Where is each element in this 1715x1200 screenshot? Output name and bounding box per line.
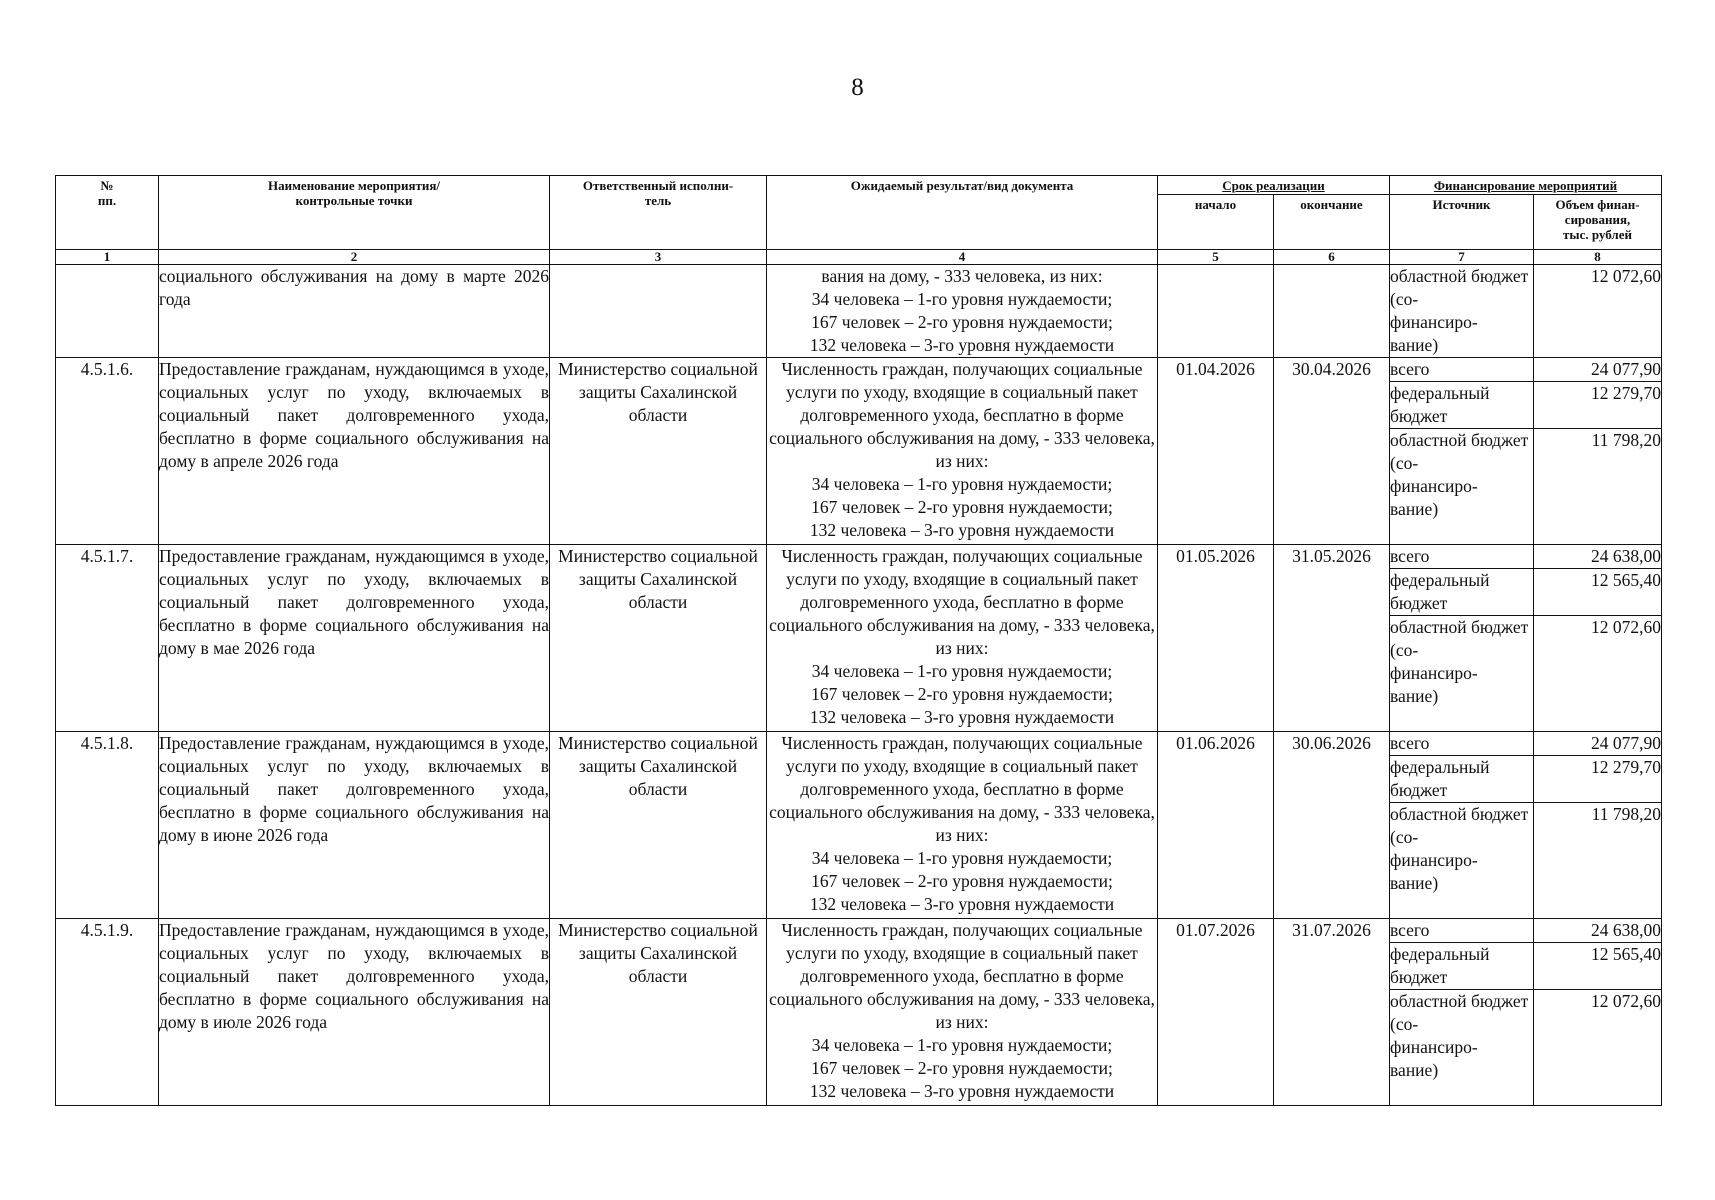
table-row — [56, 919, 1662, 943]
continuation-no — [56, 265, 159, 358]
fin-source-regional: областной бюджет (со- финансиро- вание) — [1390, 803, 1534, 919]
column-number: 7 — [1390, 250, 1534, 265]
continuation-name: социального обслуживания на дому в марте 2026 года — [159, 265, 550, 358]
fin-volume-regional: 12 072,60 — [1534, 616, 1662, 732]
expected-result: Численность граждан, получающих социальные услуги по уходу, входящие в социальный пакет долговременного ухода, бесплатно в форме социального обслуживания на дому, - 333 человека, из них: 34 человека – 1-го уровня нуждаемости; 167 человек – 2-го уровня нуждаемости; 132 человека – 3-го уровня нуждаемости — [767, 545, 1158, 732]
continuation-result: вания на дому, - 333 человека, из них: 34 человека – 1-го уровня нуждаемости; 167 человек – 2-го уровня нуждаемости; 132 человека – 3-го уровня нуждаемости — [767, 265, 1158, 358]
table-row — [56, 732, 1662, 756]
fin-volume-regional: 11 798,20 — [1534, 803, 1662, 919]
start-date: 01.07.2026 — [1158, 919, 1274, 1106]
expected-result: Численность граждан, получающих социальные услуги по уходу, входящие в социальный пакет долговременного ухода, бесплатно в форме социального обслуживания на дому, - 333 человека, из них: 34 человека – 1-го уровня нуждаемости; 167 человек – 2-го уровня нуждаемости; 132 человека – 3-го уровня нуждаемости — [767, 732, 1158, 919]
column-number: 2 — [159, 250, 550, 265]
fin-source-regional: областной бюджет (со- финансиро- вание) — [1390, 616, 1534, 732]
end-date: 30.06.2026 — [1274, 732, 1390, 919]
row-number: 4.5.1.6. — [56, 358, 159, 545]
header-responsible: Ответственный исполни- тель — [550, 176, 767, 250]
end-date: 31.05.2026 — [1274, 545, 1390, 732]
table-row — [56, 358, 1662, 382]
fin-source-federal: федеральный бюджет — [1390, 569, 1534, 616]
fin-volume-total: 24 638,00 — [1534, 919, 1662, 943]
column-number: 1 — [56, 250, 159, 265]
responsible-executor: Министерство социальной защиты Сахалинской области — [550, 732, 767, 919]
header-financing: Финансирование мероприятий — [1390, 176, 1662, 195]
row-number: 4.5.1.7. — [56, 545, 159, 732]
continuation-end — [1274, 265, 1390, 358]
continuation-fin-volume: 12 072,60 — [1534, 265, 1662, 358]
fin-source-regional: областной бюджет (со- финансиро- вание) — [1390, 990, 1534, 1106]
header-name: Наименование мероприятия/ контрольные точки — [159, 176, 550, 250]
activity-name: Предоставление гражданам, нуждающимся в уходе, социальных услуг по уходу, включаемых в социальный пакет долговременного ухода, бесплатно в форме социального обслуживания на дому в мае 2026 года — [159, 545, 550, 732]
start-date: 01.06.2026 — [1158, 732, 1274, 919]
activities-table — [55, 175, 1662, 1106]
fin-source-total: всего — [1390, 358, 1534, 382]
fin-volume-federal: 12 565,40 — [1534, 569, 1662, 616]
column-number: 4 — [767, 250, 1158, 265]
row-number: 4.5.1.8. — [56, 732, 159, 919]
fin-source-federal: федеральный бюджет — [1390, 382, 1534, 429]
fin-source-total: всего — [1390, 919, 1534, 943]
column-number: 3 — [550, 250, 767, 265]
fin-source-federal: федеральный бюджет — [1390, 756, 1534, 803]
continuation-row — [56, 265, 1662, 358]
fin-volume-regional: 12 072,60 — [1534, 990, 1662, 1106]
fin-volume-regional: 11 798,20 — [1534, 429, 1662, 545]
start-date: 01.04.2026 — [1158, 358, 1274, 545]
fin-source-regional: областной бюджет (со- финансиро- вание) — [1390, 429, 1534, 545]
header-fin-volume: Объем финан- сирования, тыс. рублей — [1534, 195, 1662, 250]
header-term-end: окончание — [1274, 195, 1390, 250]
fin-source-total: всего — [1390, 732, 1534, 756]
responsible-executor: Министерство социальной защиты Сахалинской области — [550, 358, 767, 545]
continuation-start — [1158, 265, 1274, 358]
fin-volume-total: 24 077,90 — [1534, 732, 1662, 756]
column-number-row — [56, 250, 1662, 265]
end-date: 30.04.2026 — [1274, 358, 1390, 545]
header-fin-source: Источник — [1390, 195, 1534, 250]
end-date: 31.07.2026 — [1274, 919, 1390, 1106]
fin-source-federal: федеральный бюджет — [1390, 943, 1534, 990]
activity-name: Предоставление гражданам, нуждающимся в уходе, социальных услуг по уходу, включаемых в социальный пакет долговременного ухода, бесплатно в форме социального обслуживания на дому в апреле 2026 года — [159, 358, 550, 545]
expected-result: Численность граждан, получающих социальные услуги по уходу, входящие в социальный пакет долговременного ухода, бесплатно в форме социального обслуживания на дому, - 333 человека, из них: 34 человека – 1-го уровня нуждаемости; 167 человек – 2-го уровня нуждаемости; 132 человека – 3-го уровня нуждаемости — [767, 919, 1158, 1106]
fin-volume-total: 24 638,00 — [1534, 545, 1662, 569]
fin-volume-federal: 12 565,40 — [1534, 943, 1662, 990]
table-row — [56, 545, 1662, 569]
fin-volume-total: 24 077,90 — [1534, 358, 1662, 382]
continuation-responsible — [550, 265, 767, 358]
activity-name: Предоставление гражданам, нуждающимся в уходе, социальных услуг по уходу, включаемых в социальный пакет долговременного ухода, бесплатно в форме социального обслуживания на дому в июле 2026 года — [159, 919, 550, 1106]
fin-volume-federal: 12 279,70 — [1534, 756, 1662, 803]
header-result: Ожидаемый результат/вид документа — [767, 176, 1158, 250]
column-number: 5 — [1158, 250, 1274, 265]
responsible-executor: Министерство социальной защиты Сахалинской области — [550, 919, 767, 1106]
continuation-fin-source: областной бюджет (со- финансиро- вание) — [1390, 265, 1534, 358]
header-term: Срок реализации — [1158, 176, 1390, 195]
activity-name: Предоставление гражданам, нуждающимся в уходе, социальных услуг по уходу, включаемых в социальный пакет долговременного ухода, бесплатно в форме социального обслуживания на дому в июне 2026 года — [159, 732, 550, 919]
fin-source-total: всего — [1390, 545, 1534, 569]
page-number: 8 — [851, 74, 864, 101]
expected-result: Численность граждан, получающих социальные услуги по уходу, входящие в социальный пакет долговременного ухода, бесплатно в форме социального обслуживания на дому, - 333 человека, из них: 34 человека – 1-го уровня нуждаемости; 167 человек – 2-го уровня нуждаемости; 132 человека – 3-го уровня нуждаемости — [767, 358, 1158, 545]
responsible-executor: Министерство социальной защиты Сахалинской области — [550, 545, 767, 732]
header-term-start: начало — [1158, 195, 1274, 250]
column-number: 8 — [1534, 250, 1662, 265]
fin-volume-federal: 12 279,70 — [1534, 382, 1662, 429]
column-number: 6 — [1274, 250, 1390, 265]
row-number: 4.5.1.9. — [56, 919, 159, 1106]
start-date: 01.05.2026 — [1158, 545, 1274, 732]
header-no: № пп. — [56, 176, 159, 250]
